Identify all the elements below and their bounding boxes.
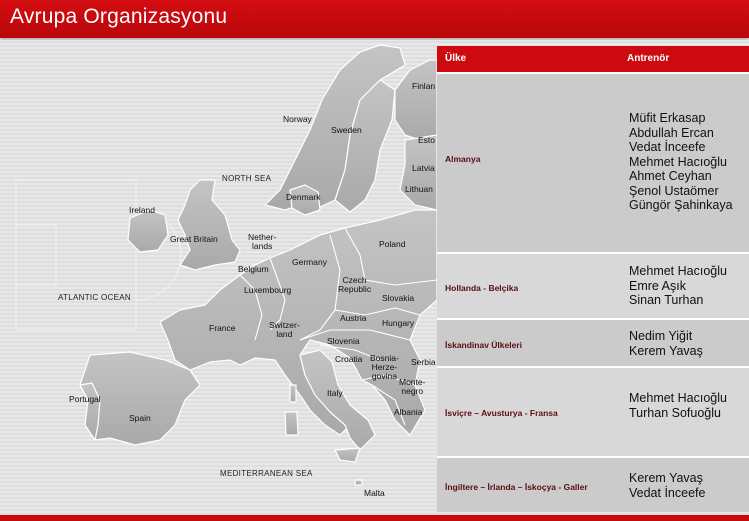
coach-name: Mehmet Hacıoğlu [629,154,727,169]
country-label: Serbia [411,357,436,367]
country-label: Monte- negro [399,377,426,396]
table-row [437,456,749,512]
country-label: Esto [418,135,436,145]
finland-shape [395,60,437,140]
country-label: Slovenia [327,336,360,346]
coach-table [437,46,749,510]
coach-name: Nedim Yiğit [629,329,693,343]
country-label: Czech Republic [338,275,372,294]
row-country: İsviçre – Avusturya - Fransa [445,408,558,418]
country-label: Belgium [238,264,269,274]
coach-name: Müfit Erkasap [629,111,706,125]
country-label: Great Britain [170,234,218,244]
country-label: Poland [379,239,406,249]
country-label: Luxembourg [244,285,292,295]
country-label: Germany [292,257,327,267]
country-label: Ireland [129,205,155,215]
country-label: Latvia [412,163,435,173]
sea-label: NORTH SEA [222,174,272,183]
country-label: Austria [340,313,367,323]
country-label: Switzer- land [269,320,300,339]
ireland-shape [128,210,168,252]
row-coaches [629,329,703,358]
row-coaches [629,111,733,213]
country-label: Finlan [412,81,436,91]
country-label: Norway [283,114,312,124]
country-label: France [209,323,236,333]
table-row [437,366,749,458]
table-row [437,252,749,320]
coach-name: Abdullah Ercan [629,125,714,140]
header-country: Ülke [445,53,467,64]
coach-name: Mehmet Hacıoğlu [629,391,727,405]
coach-name: Vedat İnceefe [629,140,706,154]
coach-name: Mehmet Hacıoğlu [629,264,727,278]
row-coaches [629,391,727,420]
row-country: Almanya [445,154,481,164]
country-label: Croatia [335,354,363,364]
bottom-bar [0,515,749,521]
coach-name: Vedat İnceefe [629,485,706,500]
table-row [437,318,749,368]
row-country: İngiltere – İrlanda – İskoçya - Galler [445,482,588,492]
coach-name: Turhan Sofuoğlu [629,405,721,420]
coach-name: Kerem Yavaş [629,343,703,358]
great-britain-shape [178,180,240,270]
country-label: Sweden [331,125,362,135]
corsica-shape [290,385,296,402]
coach-name: Kerem Yavaş [629,471,703,485]
table-row [437,72,749,254]
coach-name: Güngör Şahinkaya [629,198,733,212]
country-label: Hungary [382,318,415,328]
row-coaches [629,471,705,500]
table-header [437,46,749,72]
country-label: Italy [327,388,343,398]
country-label: Bosnia- Herze- govina [370,353,399,381]
country-label: Albania [394,407,423,417]
row-country: Hollanda - Belçika [445,283,519,293]
page-title: Avrupa Organizasyonu [10,5,228,28]
coach-name: Sinan Turhan [629,293,704,307]
country-label: Malta [364,488,385,498]
country-label: Lithuan [405,184,433,194]
country-label: Denmark [286,192,321,202]
coach-name: Emre Aşık [629,278,686,293]
sea-label: MEDITERRANEAN SEA [220,469,313,478]
country-label: Portugal [69,394,101,404]
row-country: İskandinav Ülkeleri [445,340,523,350]
sardinia-shape [285,412,298,435]
header-coach: Antrenör [627,53,670,64]
country-label: Spain [129,413,151,423]
sea-label: ATLANTIC OCEAN [58,293,131,302]
row-coaches [629,264,727,308]
coach-name: Şenol Ustaömer [629,183,719,198]
coach-name: Ahmet Ceyhan [629,169,712,183]
title-bar [0,0,749,38]
country-label: Nether- lands [248,232,277,251]
country-label: Slovakia [382,293,415,303]
malta-shape [355,480,362,485]
sicily-shape [335,448,360,462]
